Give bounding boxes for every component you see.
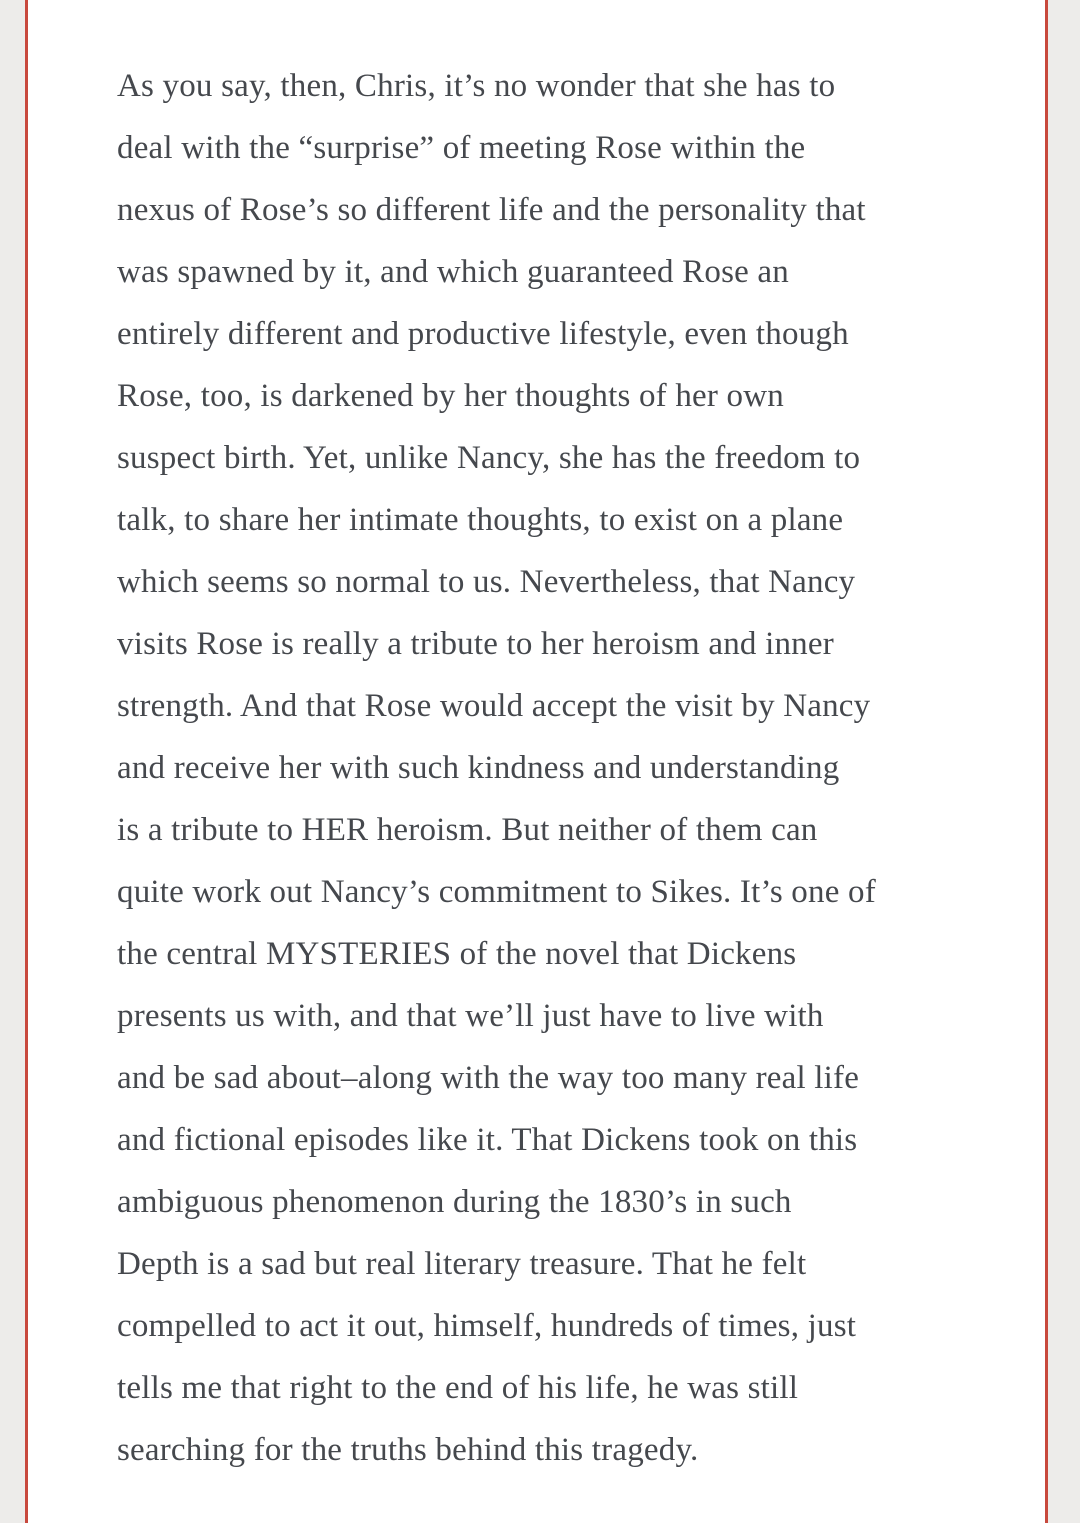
paragraph-line: and be sad about–along with the way too many real life	[117, 1060, 860, 1096]
paragraph-line: compelled to act it out, himself, hundreds of times, just	[117, 1308, 857, 1344]
paragraph-line: ambiguous phenomenon during the 1830’s in such	[117, 1184, 792, 1220]
paragraph-line: deal with the “surprise” of meeting Rose within the	[117, 130, 806, 166]
paragraph-line: nexus of Rose’s so different life and the personality that	[117, 192, 866, 228]
paragraph-line: which seems so normal to us. Nevertheless, that Nancy	[117, 564, 856, 600]
article-card	[25, 0, 1048, 1523]
paragraph-line: visits Rose is really a tribute to her heroism and inner	[117, 626, 834, 662]
paragraph-line: is a tribute to HER heroism. But neither of them can	[117, 812, 818, 848]
paragraph-line: tells me that right to the end of his life, he was still	[117, 1370, 799, 1406]
paragraph-line: Rose, too, is darkened by her thoughts of her own	[117, 378, 784, 414]
paragraph-line: was spawned by it, and which guaranteed Rose an	[117, 254, 789, 290]
paragraph-line: and receive her with such kindness and understanding	[117, 750, 840, 786]
paragraph-line: entirely different and productive lifestyle, even though	[117, 316, 849, 352]
paragraph-line: the central MYSTERIES of the novel that Dickens	[117, 936, 797, 972]
paragraph-line: presents us with, and that we’ll just have to live with	[117, 998, 824, 1034]
paragraph-line: As you say, then, Chris, it’s no wonder that she has to	[117, 68, 836, 104]
paragraph-line: strength. And that Rose would accept the visit by Nancy	[117, 688, 871, 724]
paragraph-line: suspect birth. Yet, unlike Nancy, she has the freedom to	[117, 440, 861, 476]
post-paragraph	[28, 0, 1045, 1481]
paragraph-line: and fictional episodes like it. That Dickens took on this	[117, 1122, 858, 1158]
paragraph-line: searching for the truths behind this tragedy.	[117, 1432, 699, 1468]
paragraph-line: talk, to share her intimate thoughts, to exist on a plane	[117, 502, 844, 538]
paragraph-line: quite work out Nancy’s commitment to Sikes. It’s one of	[117, 874, 876, 910]
paragraph-line: Depth is a sad but real literary treasure. That he felt	[117, 1246, 807, 1282]
